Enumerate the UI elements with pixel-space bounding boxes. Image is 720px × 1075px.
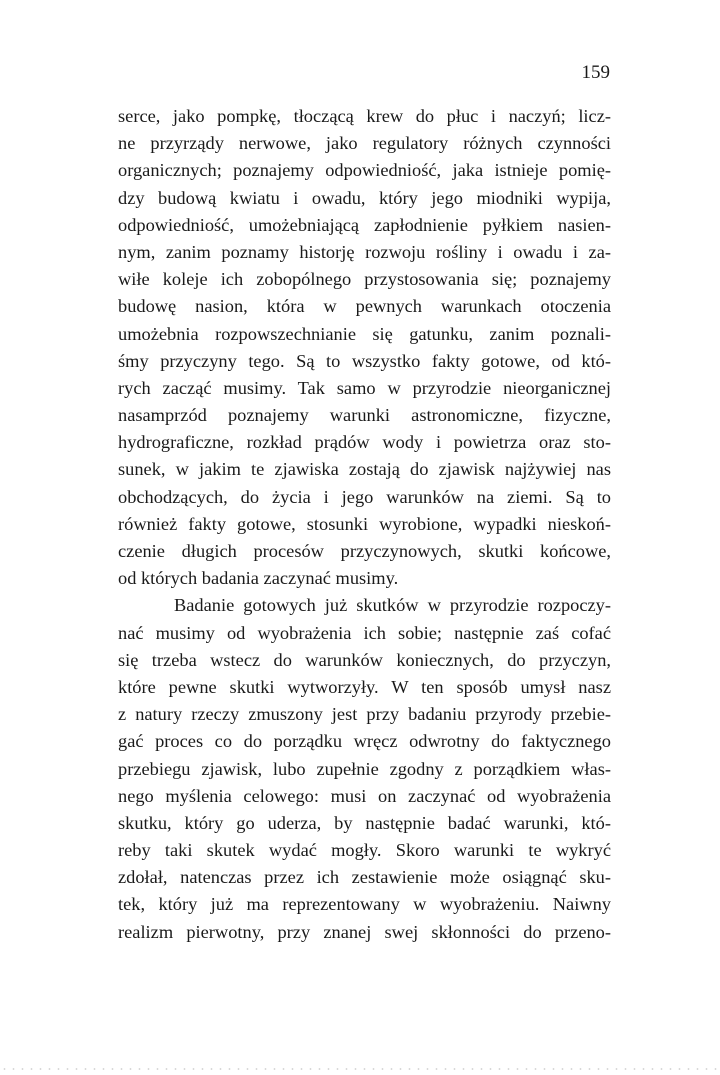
body-text [118, 103, 611, 946]
paragraph-end-line: od których badania zaczynać musimy. [118, 568, 399, 589]
text-line: serce, jako pompkę, tłoczącą krew do płuc i naczyń; licz- [118, 106, 611, 126]
text-line: wiłe koleje ich zobopólnego przystosowania się; poznajemy [118, 269, 611, 290]
text-line: nym, zanim poznamy historję rozwoju rośliny i owadu i za- [118, 241, 611, 262]
text-line: nego myślenia celowego: musi on zaczynać od wyobrażenia [118, 785, 611, 806]
text-line: tek, który już ma reprezentowany w wyobrażeniu. Naiwny [118, 894, 611, 915]
page-number: 159 [581, 62, 610, 83]
text-line: hydrograficzne, rozkład prądów wody i powietrza oraz sto- [118, 432, 611, 453]
text-line: umożebnia rozpowszechnianie się gatunku, zanim poznali- [118, 323, 611, 344]
text-line: nasamprzód poznajemy warunki astronomiczne, fizyczne, [118, 405, 611, 426]
text-line: gać proces co do porządku wręcz odwrotny do faktycznego [118, 731, 611, 752]
text-line: dzy budową kwiatu i owadu, który jego miodniki wypija, [118, 187, 611, 208]
text-line: które pewne skutki wytworzyły. W ten sposób umysł nasz [118, 676, 611, 697]
text-line: również fakty gotowe, stosunki wyrobione, wypadki nieskoń- [118, 513, 611, 534]
text-line: organicznych; poznajemy odpowiedniość, jaka istnieje pomię- [118, 160, 611, 181]
text-line: reby taki skutek wydać mogły. Skoro warunki te wykryć [118, 840, 611, 861]
text-line: realizm pierwotny, przy znanej swej skłonności do przeno- [118, 921, 611, 942]
text-line: z natury rzeczy zmuszony jest przy badaniu przyrody przebie- [118, 704, 611, 725]
text-line: się trzeba wstecz do warunków koniecznych, do przyczyn, [118, 649, 611, 670]
paragraph-start-line: Badanie gotowych już skutków w przyrodzie rozpoczy- [174, 595, 611, 616]
text-line: czenie długich procesów przyczynowych, skutki końcowe, [118, 541, 611, 561]
text-line: rych zacząć musimy. Tak samo w przyrodzie nieorganicznej [118, 377, 611, 398]
text-line: śmy przyczyny tego. Są to wszystko fakty gotowe, od któ- [118, 350, 611, 371]
text-line: przebiegu zjawisk, lubo zupełnie zgodny z porządkiem włas- [118, 758, 611, 779]
text-line: sunek, w jakim te zjawiska zostają do zjawisk najżywiej nas [118, 459, 611, 480]
scan-edge-noise [0, 1063, 720, 1075]
text-line: ne przyrządy nerwowe, jako regulatory różnych czynności [118, 133, 611, 154]
text-line: odpowiedniość, umożebniającą zapłodnienie pyłkiem nasien- [118, 214, 611, 235]
text-line: zdołał, natenczas przez ich zestawienie może osiągnąć sku- [118, 867, 611, 888]
text-line: skutku, który go uderza, by następnie badać warunki, któ- [118, 812, 611, 833]
text-line: obchodzących, do życia i jego warunków na ziemi. Są to [118, 486, 611, 507]
text-line: nać musimy od wyobrażenia ich sobie; następnie zaś cofać [118, 622, 611, 643]
text-line: budowę nasion, która w pewnych warunkach otoczenia [118, 296, 611, 317]
